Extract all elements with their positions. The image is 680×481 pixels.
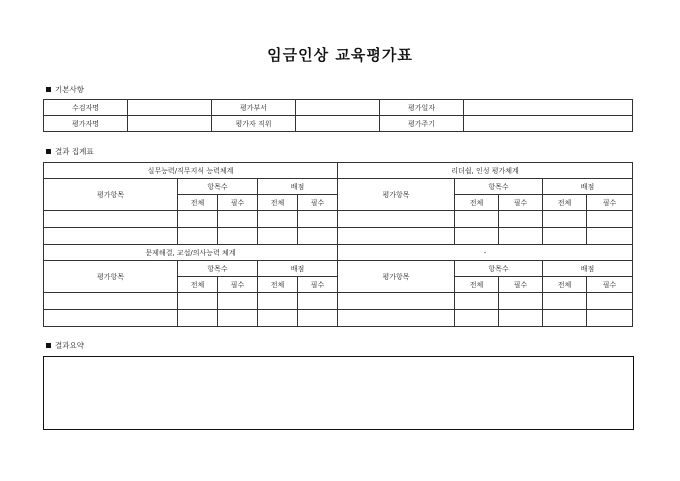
data-cell[interactable] (499, 310, 543, 327)
block2-header-row (44, 261, 633, 277)
table-row (44, 293, 633, 310)
data-cell[interactable] (218, 310, 258, 327)
header-required: 필수 (499, 277, 543, 293)
data-cell[interactable] (455, 211, 499, 228)
header-total: 전체 (258, 277, 298, 293)
data-cell[interactable] (298, 293, 338, 310)
data-cell[interactable] (178, 211, 218, 228)
data-cell[interactable] (543, 310, 587, 327)
data-cell[interactable] (499, 211, 543, 228)
summary-section-label (46, 340, 84, 351)
label-evaluator-name: 평가자명 (44, 116, 128, 132)
block1-header-row (44, 179, 633, 195)
header-total: 전체 (178, 277, 218, 293)
label-eval-dept: 평가부서 (212, 100, 296, 116)
header-total: 전체 (178, 195, 218, 211)
header-count: 항목수 (178, 179, 258, 195)
summary-box[interactable] (43, 356, 634, 430)
header-total: 전체 (455, 277, 499, 293)
data-cell[interactable] (218, 293, 258, 310)
data-cell[interactable] (499, 293, 543, 310)
data-cell[interactable] (499, 228, 543, 245)
label-evaluator-position: 평가자 직위 (212, 116, 296, 132)
block1-title-row (44, 163, 633, 179)
field-evaluator-position[interactable] (296, 116, 380, 132)
header-total: 전체 (455, 195, 499, 211)
header-count: 항목수 (455, 179, 543, 195)
block1-right-title: 리더쉽, 인성 평가체계 (338, 163, 633, 179)
header-item: 평가항목 (44, 261, 178, 293)
label-eval-cycle: 평가주기 (380, 116, 464, 132)
header-score: 배점 (258, 179, 338, 195)
data-cell[interactable] (455, 228, 499, 245)
header-required: 필수 (298, 277, 338, 293)
data-cell[interactable] (298, 211, 338, 228)
label-eval-date: 평가일자 (380, 100, 464, 116)
header-score: 배점 (543, 261, 633, 277)
data-cell[interactable] (455, 310, 499, 327)
header-count: 항목수 (178, 261, 258, 277)
data-cell[interactable] (338, 211, 455, 228)
data-cell[interactable] (258, 211, 298, 228)
data-cell[interactable] (543, 228, 587, 245)
data-cell[interactable] (455, 293, 499, 310)
field-eval-date[interactable] (464, 100, 633, 116)
block2-left-title: 문제해결, 교섭/의사능력 체계 (44, 245, 338, 261)
data-cell[interactable] (44, 310, 178, 327)
data-cell[interactable] (178, 293, 218, 310)
data-cell[interactable] (338, 293, 455, 310)
header-required: 필수 (587, 195, 633, 211)
data-cell[interactable] (218, 211, 258, 228)
summary-section-text: 결과요약 (55, 341, 84, 350)
square-bullet-icon (46, 343, 51, 348)
data-cell[interactable] (338, 228, 455, 245)
data-cell[interactable] (298, 310, 338, 327)
label-examinee-name: 수검자명 (44, 100, 128, 116)
data-cell[interactable] (44, 228, 178, 245)
field-examinee-name[interactable] (128, 100, 212, 116)
data-cell[interactable] (587, 211, 633, 228)
data-cell[interactable] (44, 211, 178, 228)
data-cell[interactable] (258, 228, 298, 245)
basic-section-text: 기본사항 (55, 85, 84, 94)
results-section-text: 결과 집계표 (55, 147, 94, 156)
data-cell[interactable] (587, 310, 633, 327)
basic-section-label (46, 84, 84, 95)
header-total: 전체 (258, 195, 298, 211)
basic-info-table (43, 99, 633, 132)
data-cell[interactable] (543, 293, 587, 310)
data-cell[interactable] (178, 310, 218, 327)
page-title: 임금인상 교육평가표 (267, 46, 413, 64)
table-row (44, 211, 633, 228)
data-cell[interactable] (587, 293, 633, 310)
header-item: 평가항목 (44, 179, 178, 211)
block2-right-title: - (338, 245, 633, 261)
header-total: 전체 (543, 277, 587, 293)
data-cell[interactable] (258, 293, 298, 310)
square-bullet-icon (46, 149, 51, 154)
data-cell[interactable] (44, 293, 178, 310)
data-cell[interactable] (298, 228, 338, 245)
square-bullet-icon (46, 87, 51, 92)
data-cell[interactable] (543, 211, 587, 228)
field-eval-dept[interactable] (296, 100, 380, 116)
header-count: 항목수 (455, 261, 543, 277)
header-score: 배점 (258, 261, 338, 277)
header-required: 필수 (218, 195, 258, 211)
header-required: 필수 (499, 195, 543, 211)
header-item: 평가항목 (338, 261, 455, 293)
table-row (44, 228, 633, 245)
header-score: 배점 (543, 179, 633, 195)
basic-row (44, 116, 633, 132)
data-cell[interactable] (178, 228, 218, 245)
block1-left-title: 실무능력/직무지식 능력체계 (44, 163, 338, 179)
data-cell[interactable] (258, 310, 298, 327)
header-required: 필수 (298, 195, 338, 211)
header-item: 평가항목 (338, 179, 455, 211)
results-table (43, 162, 633, 327)
data-cell[interactable] (338, 310, 455, 327)
field-evaluator-name[interactable] (128, 116, 212, 132)
header-total: 전체 (543, 195, 587, 211)
data-cell[interactable] (218, 228, 258, 245)
basic-row (44, 100, 633, 116)
header-required: 필수 (587, 277, 633, 293)
block2-title-row (44, 245, 633, 261)
field-eval-cycle[interactable] (464, 116, 633, 132)
table-row (44, 310, 633, 327)
data-cell[interactable] (587, 228, 633, 245)
results-section-label (46, 146, 94, 157)
header-required: 필수 (218, 277, 258, 293)
